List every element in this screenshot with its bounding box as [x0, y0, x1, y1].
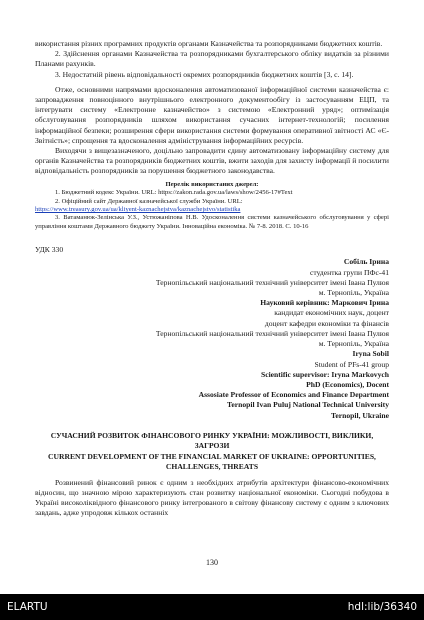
reference-2-link[interactable]: https://www.treasury.gov.ua/ua/kliyent-kaznachejstva/kaznachejstvo/statistika [35, 206, 241, 214]
supervisor-label-en: Scientific supervisor: Iryna Markovych [260, 369, 389, 379]
author-name-en: Iryna Sobil [352, 349, 389, 359]
supervisor-position: доцент кафедри економіки та фінансів [264, 318, 389, 328]
author-university: Тернопільський національний технічний університет імені Івана Пулюя [155, 277, 389, 287]
article-title [35, 431, 389, 473]
reference-3: 3. Ватаманюк-Зелінська У.З., Устюжаніпова Н.В. Удосконалення системи казначейського обслуговування у сфері управління коштами Державного бюджету України. Інноваційна економіка. № 7-8. 2018. С. 10-16 [35, 214, 389, 230]
author-block [35, 257, 389, 420]
author-name: Собіль Ірина [343, 257, 389, 267]
supervisor-degree-en: PhD (Economics), Docent [306, 379, 389, 389]
intro-line-2: 2. Здійснення органами Казначейства та розпорядниками бухгалтерського обліку видатків за різними Планами рахунків. [35, 49, 389, 69]
supervisor-university: Тернопільський національний технічний університет імені Івана Пулюя [155, 328, 389, 338]
references-title: Перелік використаних джерел: [165, 180, 259, 188]
supervisor-label: Науковий керівник: Маркович Ірина [260, 298, 389, 308]
reference-2: 2. Офіційний сайт Державної казначейської служби України. URL: https://www.treasury.gov.ua/ua/kliyent-kaznachejstva/kaznachejstvo/statistika [35, 197, 243, 214]
author-position-en: Student of PFs-41 group [314, 359, 389, 369]
paragraph-conclusion: Виходячи з вищезазначеного, доцільно запровадити єдину автоматизовану інформаційну систему для органів Казначейства та розпорядників бюджетних коштів, вжити заходів для захисту інформації й посилити відповідальність розпорядників за порушення бюджетного законодавства. [35, 146, 389, 176]
supervisor-university-en: Ternopil Ivan Puluj National Technical University [227, 400, 389, 410]
paragraph-directions: Отже, основними напрямами вдосконалення автоматизованої інформаційної системи казначейства є: запровадження повноцінного внутрішнього електронного документообігу із застосуванням ЕЦП, та інтегрувати систему «Електронне казначейство» з системою «Електронний уряд»; оптимізація обслуговування розпорядників шляхом використання сучасних інтернет-технологій; посилення інформаційної безпеки; розширення сфери використання системи формування оперативної звітності АС «Є-Звітність»; спрощення та вдосконалення адміністрування інформаційних ресурсів. [35, 84, 389, 145]
reference-1: 1. Бюджетний кодекс України. URL: https://zakon.rada.gov.ua/laws/show/2456-17#Text [55, 189, 293, 197]
page-number: 130 [206, 558, 218, 567]
author-city: м. Тернопіль, Україна [318, 288, 389, 298]
intro-line-3: 3. Недостатній рівень відповідальності окремих розпорядників бюджетних коштів [3, с. 14]. [55, 69, 354, 79]
viewer-footer-bar [0, 594, 424, 620]
udk-code: УДК 330 [35, 245, 64, 255]
author-position: студентка групи ПФс-41 [310, 267, 389, 277]
supervisor-city: м. Тернопіль, Україна [318, 339, 389, 349]
supervisor-city-en: Ternopil, Ukraine [331, 410, 389, 420]
supervisor-degree: кандидат економічних наук, доцент [274, 308, 389, 318]
body-paragraph: Розвинений фінансовий ринок є одним з необхідних атрибутів архітектури фінансово-економічних відносин, що значною мірою характеризують стан розвитку національної економіки. Сьогодні побудова в Україні високоліквідного фінансового ринку інтегрованого в світову фінансову систему є одним з ключових завдань, адже упродовж кількох останніх [35, 477, 389, 518]
supervisor-position-en: Assosiate Professor of Economics and Finance Department [198, 390, 389, 400]
title-en: CURRENT DEVELOPMENT OF THE FINANCIAL MARKET OF UKRAINE: OPPORTUNITIES, CHALLENGES, THREATS [48, 451, 376, 472]
footer-handle-label: hdl:lib/36340 [347, 601, 417, 613]
title-ua: СУЧАСНИЙ РОЗВИТОК ФІНАНСОВОГО РИНКУ УКРАЇНИ: МОЖЛИВОСТІ, ВИКЛИКИ, ЗАГРОЗИ [50, 430, 374, 451]
intro-line-1: використання різних програмних продуктів органами Казначейства та розпорядниками бюджетних коштів. [35, 39, 383, 48]
footer-repository-label: ELARTU [7, 601, 48, 613]
page-content [35, 39, 389, 519]
